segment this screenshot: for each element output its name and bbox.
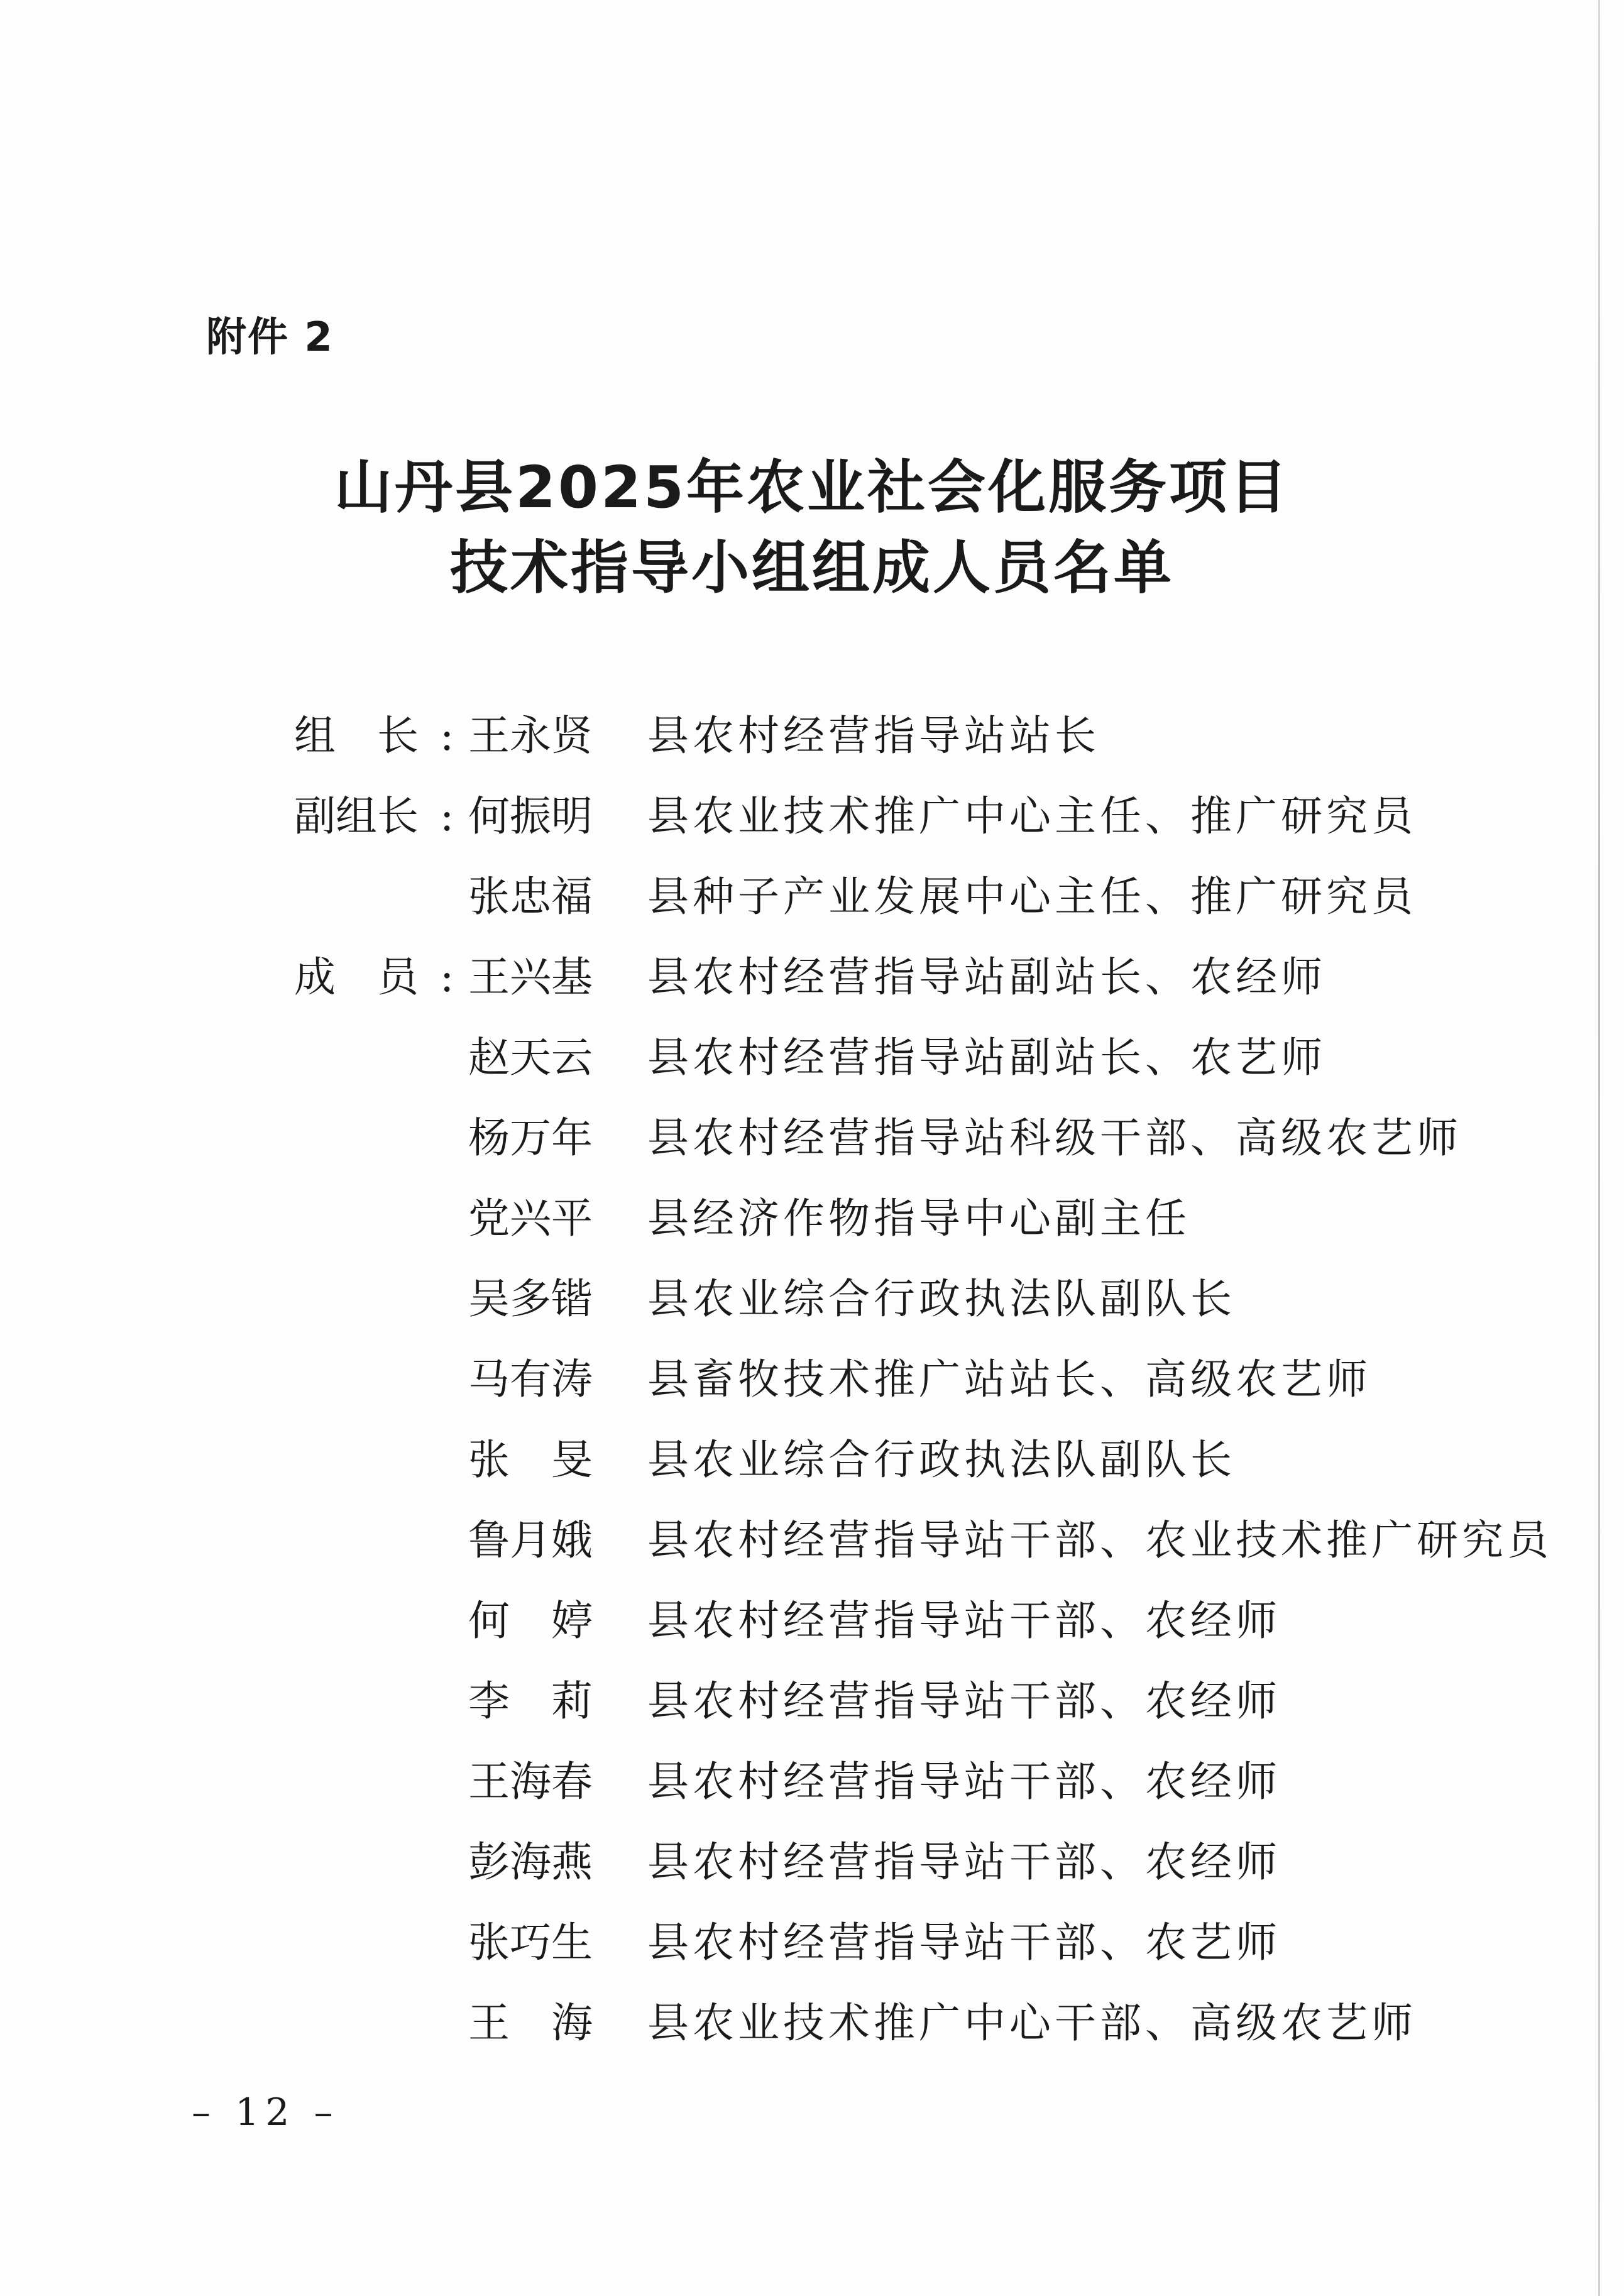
roster-row [0, 1266, 1624, 1346]
roster-position: 县农业技术推广中心主任、推广研究员 [647, 792, 1417, 840]
roster-row [0, 783, 1624, 864]
member-roster [0, 703, 1624, 2070]
document-title-line-1: 山丹县2025年农业社会化服务项目 [334, 454, 1290, 521]
roster-row [0, 1507, 1624, 1588]
roster-position: 县农村经营指导站副站长、农艺师 [647, 1033, 1326, 1082]
roster-role: 组 长 [294, 711, 419, 760]
roster-position: 县农业综合行政执法队副队长 [647, 1436, 1236, 1484]
roster-name: 王海春 [468, 1757, 593, 1806]
attachment-label: 附件 2 [206, 314, 334, 361]
roster-name: 吴多锴 [468, 1275, 593, 1323]
roster-name: 杨万年 [468, 1114, 593, 1162]
roster-name: 何振明 [468, 792, 593, 840]
roster-name: 王永贤 [468, 711, 593, 760]
roster-row [0, 1427, 1624, 1507]
roster-name: 张 旻 [468, 1436, 593, 1484]
roster-row [0, 1909, 1624, 1990]
roster-position: 县农村经营指导站干部、农艺师 [647, 1918, 1281, 1967]
roster-position: 县农村经营指导站干部、农经师 [647, 1677, 1281, 1725]
roster-position: 县农村经营指导站副站长、农经师 [647, 953, 1326, 1001]
roster-name: 鲁月娥 [468, 1516, 593, 1564]
roster-position: 县种子产业发展中心主任、推广研究员 [647, 872, 1417, 921]
roster-position: 县农业综合行政执法队副队长 [647, 1275, 1236, 1323]
roster-name: 李 莉 [468, 1677, 593, 1725]
roster-name: 党兴平 [468, 1194, 593, 1243]
page-number: – 12 – [192, 2090, 339, 2134]
roster-role-colon: : [440, 953, 454, 1001]
roster-name: 何 婷 [468, 1596, 593, 1645]
roster-role-colon: : [440, 792, 454, 840]
roster-role-colon: : [440, 711, 454, 760]
roster-name: 马有涛 [468, 1355, 593, 1403]
roster-name: 王 海 [468, 1999, 593, 2047]
roster-row [0, 1185, 1624, 1266]
roster-row [0, 1829, 1624, 1909]
roster-position: 县农村经营指导站站长 [647, 711, 1100, 760]
roster-position: 县农村经营指导站干部、农经师 [647, 1757, 1281, 1806]
roster-name: 赵天云 [468, 1033, 593, 1082]
roster-row [0, 1346, 1624, 1427]
roster-name: 张忠福 [468, 872, 593, 921]
roster-row [0, 1749, 1624, 1829]
roster-position: 县经济作物指导中心副主任 [647, 1194, 1190, 1243]
roster-name: 彭海燕 [468, 1838, 593, 1886]
roster-row [0, 1105, 1624, 1185]
roster-row [0, 944, 1624, 1024]
document-title-line-2: 技术指导小组组成人员名单 [449, 534, 1174, 601]
roster-row [0, 1990, 1624, 2070]
roster-position: 县农村经营指导站科级干部、高级农艺师 [647, 1114, 1462, 1162]
roster-row [0, 864, 1624, 944]
roster-row [0, 1588, 1624, 1668]
roster-position: 县农村经营指导站干部、农业技术推广研究员 [647, 1516, 1552, 1564]
roster-position: 县畜牧技术推广站站长、高级农艺师 [647, 1355, 1371, 1403]
roster-row [0, 1668, 1624, 1749]
roster-position: 县农村经营指导站干部、农经师 [647, 1596, 1281, 1645]
roster-role: 副组长 [294, 792, 419, 840]
roster-name: 王兴基 [468, 953, 593, 1001]
roster-position: 县农村经营指导站干部、农经师 [647, 1838, 1281, 1886]
roster-row [0, 1024, 1624, 1105]
roster-name: 张巧生 [468, 1918, 593, 1967]
roster-row [0, 703, 1624, 783]
roster-role: 成 员 [294, 953, 419, 1001]
roster-position: 县农业技术推广中心干部、高级农艺师 [647, 1999, 1417, 2047]
